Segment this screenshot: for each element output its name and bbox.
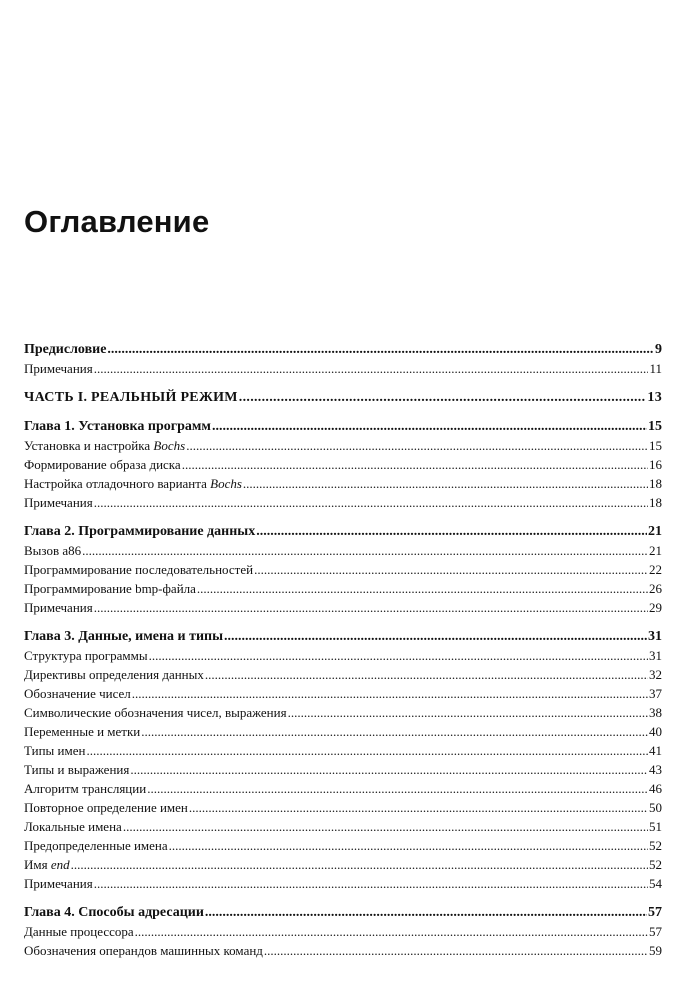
toc-dot-leader	[94, 359, 649, 378]
toc-chapter-heading[interactable]	[24, 627, 662, 646]
toc-page-number: 31	[649, 648, 662, 663]
toc-entry-title: Локальные имена	[24, 819, 122, 834]
toc-page-number: 13	[647, 390, 662, 405]
toc-page-number: 59	[649, 943, 662, 958]
toc-entry-title: Примечания	[24, 361, 93, 376]
toc-page-number: 15	[648, 419, 662, 434]
toc-entry-title: Вызов a86	[24, 543, 82, 558]
toc-entry-title: Глава 3. Данные, имена и типы	[24, 629, 224, 644]
toc-dot-leader	[71, 855, 648, 874]
toc-dot-leader	[243, 474, 648, 493]
toc-page-number: 16	[649, 457, 662, 472]
toc-entry[interactable]	[24, 646, 662, 665]
toc-entry[interactable]	[24, 779, 662, 798]
toc-part-heading[interactable]	[24, 388, 662, 407]
toc-entry[interactable]	[24, 836, 662, 855]
toc-chapter-heading[interactable]	[24, 417, 662, 436]
toc-dot-leader	[149, 646, 648, 665]
toc-entry-title: Данные процессора	[24, 924, 134, 939]
toc-entry-title: Формирование образа диска	[24, 457, 181, 472]
toc-dot-leader	[130, 760, 648, 779]
toc-page-number: 26	[649, 581, 662, 596]
toc-entry-title: Директивы определения данных	[24, 667, 204, 682]
toc-entry[interactable]	[24, 855, 662, 874]
toc-page-number: 38	[649, 705, 662, 720]
toc-entry[interactable]	[24, 493, 662, 512]
toc-dot-leader	[264, 941, 648, 960]
toc-entry[interactable]	[24, 922, 662, 941]
toc-entry[interactable]	[24, 722, 662, 741]
toc-entry-title-italic: Bochs	[153, 438, 186, 453]
toc-entry-title: Примечания	[24, 495, 93, 510]
toc-entry-title: Структура программы	[24, 648, 148, 663]
toc-dot-leader	[224, 627, 647, 646]
toc-page-number: 52	[649, 838, 662, 853]
toc-page-number: 41	[649, 743, 662, 758]
toc-dot-leader	[141, 722, 648, 741]
toc-dot-leader	[182, 455, 648, 474]
toc-page-number: 18	[649, 476, 662, 491]
toc-page-number: 32	[649, 667, 662, 682]
toc-dot-leader	[86, 741, 648, 760]
toc-dot-leader	[94, 493, 648, 512]
toc-entry[interactable]	[24, 798, 662, 817]
toc-dot-leader	[288, 703, 648, 722]
toc-page-number: 40	[649, 724, 662, 739]
toc-entry[interactable]	[24, 541, 662, 560]
toc-dot-leader	[256, 522, 647, 541]
toc-page-number: 21	[649, 543, 662, 558]
toc-entry-title: Глава 1. Установка программ	[24, 419, 211, 434]
toc-entry-title: Установка и настройка Bochs	[24, 438, 186, 453]
toc-entry-title: Глава 4. Способы адресации	[24, 905, 204, 920]
toc-entry-title: Алгоритм трансляции	[24, 781, 147, 796]
toc-page-number: 50	[649, 800, 662, 815]
toc-page-number: 18	[649, 495, 662, 510]
toc-page-number: 29	[649, 600, 662, 615]
toc-dot-leader	[107, 340, 654, 359]
toc-dot-leader	[212, 417, 647, 436]
toc-page-number: 57	[649, 924, 662, 939]
toc-dot-leader	[135, 922, 648, 941]
toc-entry[interactable]	[24, 598, 662, 617]
toc-dot-leader	[254, 560, 648, 579]
toc-page-number: 31	[648, 629, 662, 644]
toc-page-number: 9	[655, 342, 662, 357]
toc-page-number: 57	[648, 905, 662, 920]
toc-entry-title: Настройка отладочного варианта Bochs	[24, 476, 242, 491]
toc-page-number: 11	[649, 361, 662, 376]
toc-dot-leader	[169, 836, 648, 855]
toc-chapter-heading[interactable]	[24, 340, 662, 359]
toc-dot-leader	[132, 684, 648, 703]
toc-entry-title: Имя end	[24, 857, 70, 872]
toc-entry[interactable]	[24, 703, 662, 722]
toc-page-number: 51	[649, 819, 662, 834]
toc-dot-leader	[205, 665, 648, 684]
toc-dot-leader	[94, 874, 648, 893]
toc-entry-title: Повторное определение имен	[24, 800, 188, 815]
toc-entry[interactable]	[24, 436, 662, 455]
toc-entry[interactable]	[24, 359, 662, 378]
toc-entry-title: Глава 2. Программирование данных	[24, 524, 256, 539]
toc-entry-title: Предопределенные имена	[24, 838, 168, 853]
toc-entry-title: Примечания	[24, 876, 93, 891]
toc-page-number: 46	[649, 781, 662, 796]
toc-page-number: 54	[649, 876, 662, 891]
toc-entry[interactable]	[24, 741, 662, 760]
toc-entry-title: ЧАСТЬ I. РЕАЛЬНЫЙ РЕЖИМ	[24, 390, 238, 405]
toc-entry[interactable]	[24, 665, 662, 684]
toc-entry-title: Предисловие	[24, 342, 107, 357]
toc-dot-leader	[82, 541, 648, 560]
toc-page-number: 37	[649, 686, 662, 701]
toc-page-number: 52	[649, 857, 662, 872]
toc-entry[interactable]	[24, 455, 662, 474]
toc-entry[interactable]	[24, 579, 662, 598]
toc-entry-title: Символические обозначения чисел, выражения	[24, 705, 287, 720]
toc-page-number: 21	[648, 524, 662, 539]
toc-entry-title: Программирование последовательностей	[24, 562, 254, 577]
toc-dot-leader	[239, 388, 647, 407]
toc-page-number: 15	[649, 438, 662, 453]
toc-entry-title-italic: end	[50, 857, 70, 872]
toc-entry[interactable]	[24, 684, 662, 703]
toc-entry[interactable]	[24, 474, 662, 493]
toc-page-number: 43	[649, 762, 662, 777]
toc-entry[interactable]	[24, 560, 662, 579]
toc-entry[interactable]	[24, 817, 662, 836]
toc-entry-title: Переменные и метки	[24, 724, 141, 739]
toc-dot-leader	[197, 579, 648, 598]
toc-entry[interactable]	[24, 760, 662, 779]
toc-dot-leader	[205, 903, 647, 922]
toc-dot-leader	[186, 436, 648, 455]
toc-dot-leader	[189, 798, 648, 817]
toc-entry-title: Примечания	[24, 600, 93, 615]
toc-dot-leader	[123, 817, 648, 836]
toc-entry-title: Типы имен	[24, 743, 86, 758]
toc-chapter-heading[interactable]	[24, 522, 662, 541]
toc-dot-leader	[147, 779, 648, 798]
toc-page-number: 22	[649, 562, 662, 577]
table-of-contents	[24, 340, 662, 960]
page-title: Оглавление	[24, 204, 210, 239]
toc-entry-title: Обозначение чисел	[24, 686, 131, 701]
toc-dot-leader	[94, 598, 648, 617]
toc-entry[interactable]	[24, 874, 662, 893]
toc-entry-title: Типы и выражения	[24, 762, 130, 777]
toc-entry[interactable]	[24, 941, 662, 960]
toc-chapter-heading[interactable]	[24, 903, 662, 922]
toc-entry-title: Программирование bmp-файла	[24, 581, 196, 596]
toc-entry-title: Обозначения операндов машинных команд	[24, 943, 263, 958]
toc-entry-title-italic: Bochs	[210, 476, 242, 491]
